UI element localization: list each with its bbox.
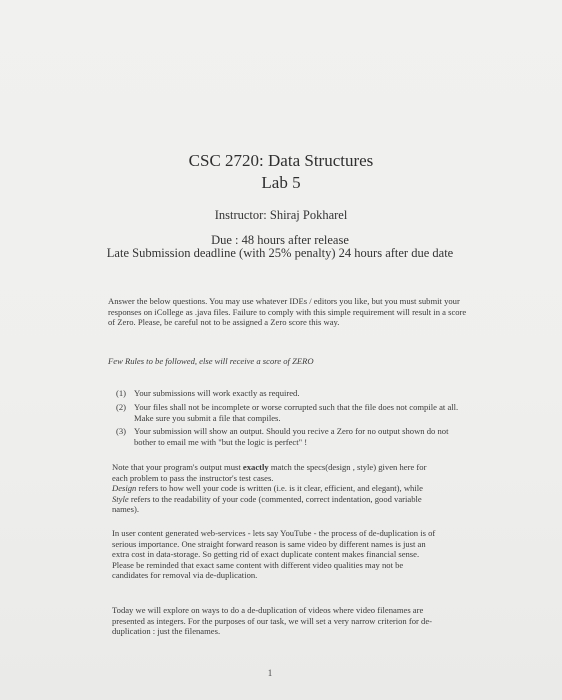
note-text: match the specs(design , style) given here for each problem to pass the instructor's test cases. [112, 462, 427, 483]
list-item [116, 388, 466, 399]
due-line: Due : 48 hours after release [211, 233, 349, 247]
course-title: CSC 2720: Data Structures [188, 151, 374, 170]
instructor-line: Instructor: Shiraj Pokharel [214, 208, 348, 222]
late-submission-line: Late Submission deadline (with 25% penalty) 24 hours after due date [106, 246, 454, 260]
today-paragraph: Today we will explore on ways to do a de-duplication of videos where video filenames are presented as integers. For the purposes of our task, we will set a very narrow criterion for de-duplication : just the filenames. [112, 605, 433, 637]
rules-list [116, 388, 466, 451]
list-number: (1) [116, 388, 127, 398]
style-text: refers to the readability of your code (commented, correct indentation, good variable names). [112, 493, 422, 515]
list-number: (2) [116, 401, 127, 412]
list-item [116, 402, 466, 424]
design-term: Design [112, 483, 137, 494]
note-paragraph [112, 462, 440, 515]
design-text: refers to how well your code is written (i.e. is it clear, efficient, and elegant), while [136, 483, 423, 494]
rules-heading: Few Rules to be followed, else will receive a score of ZERO [108, 356, 314, 366]
due-block [105, 234, 455, 260]
lab-title: Lab 5 [261, 173, 301, 192]
page-number: 1 [267, 668, 273, 678]
note-emphasis: exactly [242, 462, 269, 472]
list-number: (3) [116, 426, 127, 437]
title-block [0, 150, 562, 194]
list-text: Your submission will show an output. Should you recive a Zero for no output shown do not bother to email me with "but the logic is perfect" ! [134, 426, 449, 448]
note-text: Note that your program's output must [112, 462, 243, 472]
list-item [116, 426, 466, 448]
list-text: Your submissions will work exactly as required. [134, 388, 300, 398]
list-text: Your files shall not be incomplete or worse corrupted such that the file does not compile at all. Make sure you submit a file that compiles. [134, 401, 459, 423]
intro-paragraph: Answer the below questions. You may use whatever IDEs / editors you like, but you must submit your responses on iCollege as .java files. Failure to comply with this simple requirement will result in a score of Zero. Please, be careful not to be assigned a Zero score this way. [108, 296, 467, 328]
style-term: Style [112, 493, 129, 504]
dedup-paragraph: In user content generated web-services - lets say YouTube - the process of de-duplication is of serious importance. One straight forward reason is same video by different names is just an extra cost in data-storage. So getting rid of exact duplicate content makes financial sense. Please be reminded that exact same content with different video qualities may not be candidates for removal via de-duplication. [112, 528, 436, 581]
